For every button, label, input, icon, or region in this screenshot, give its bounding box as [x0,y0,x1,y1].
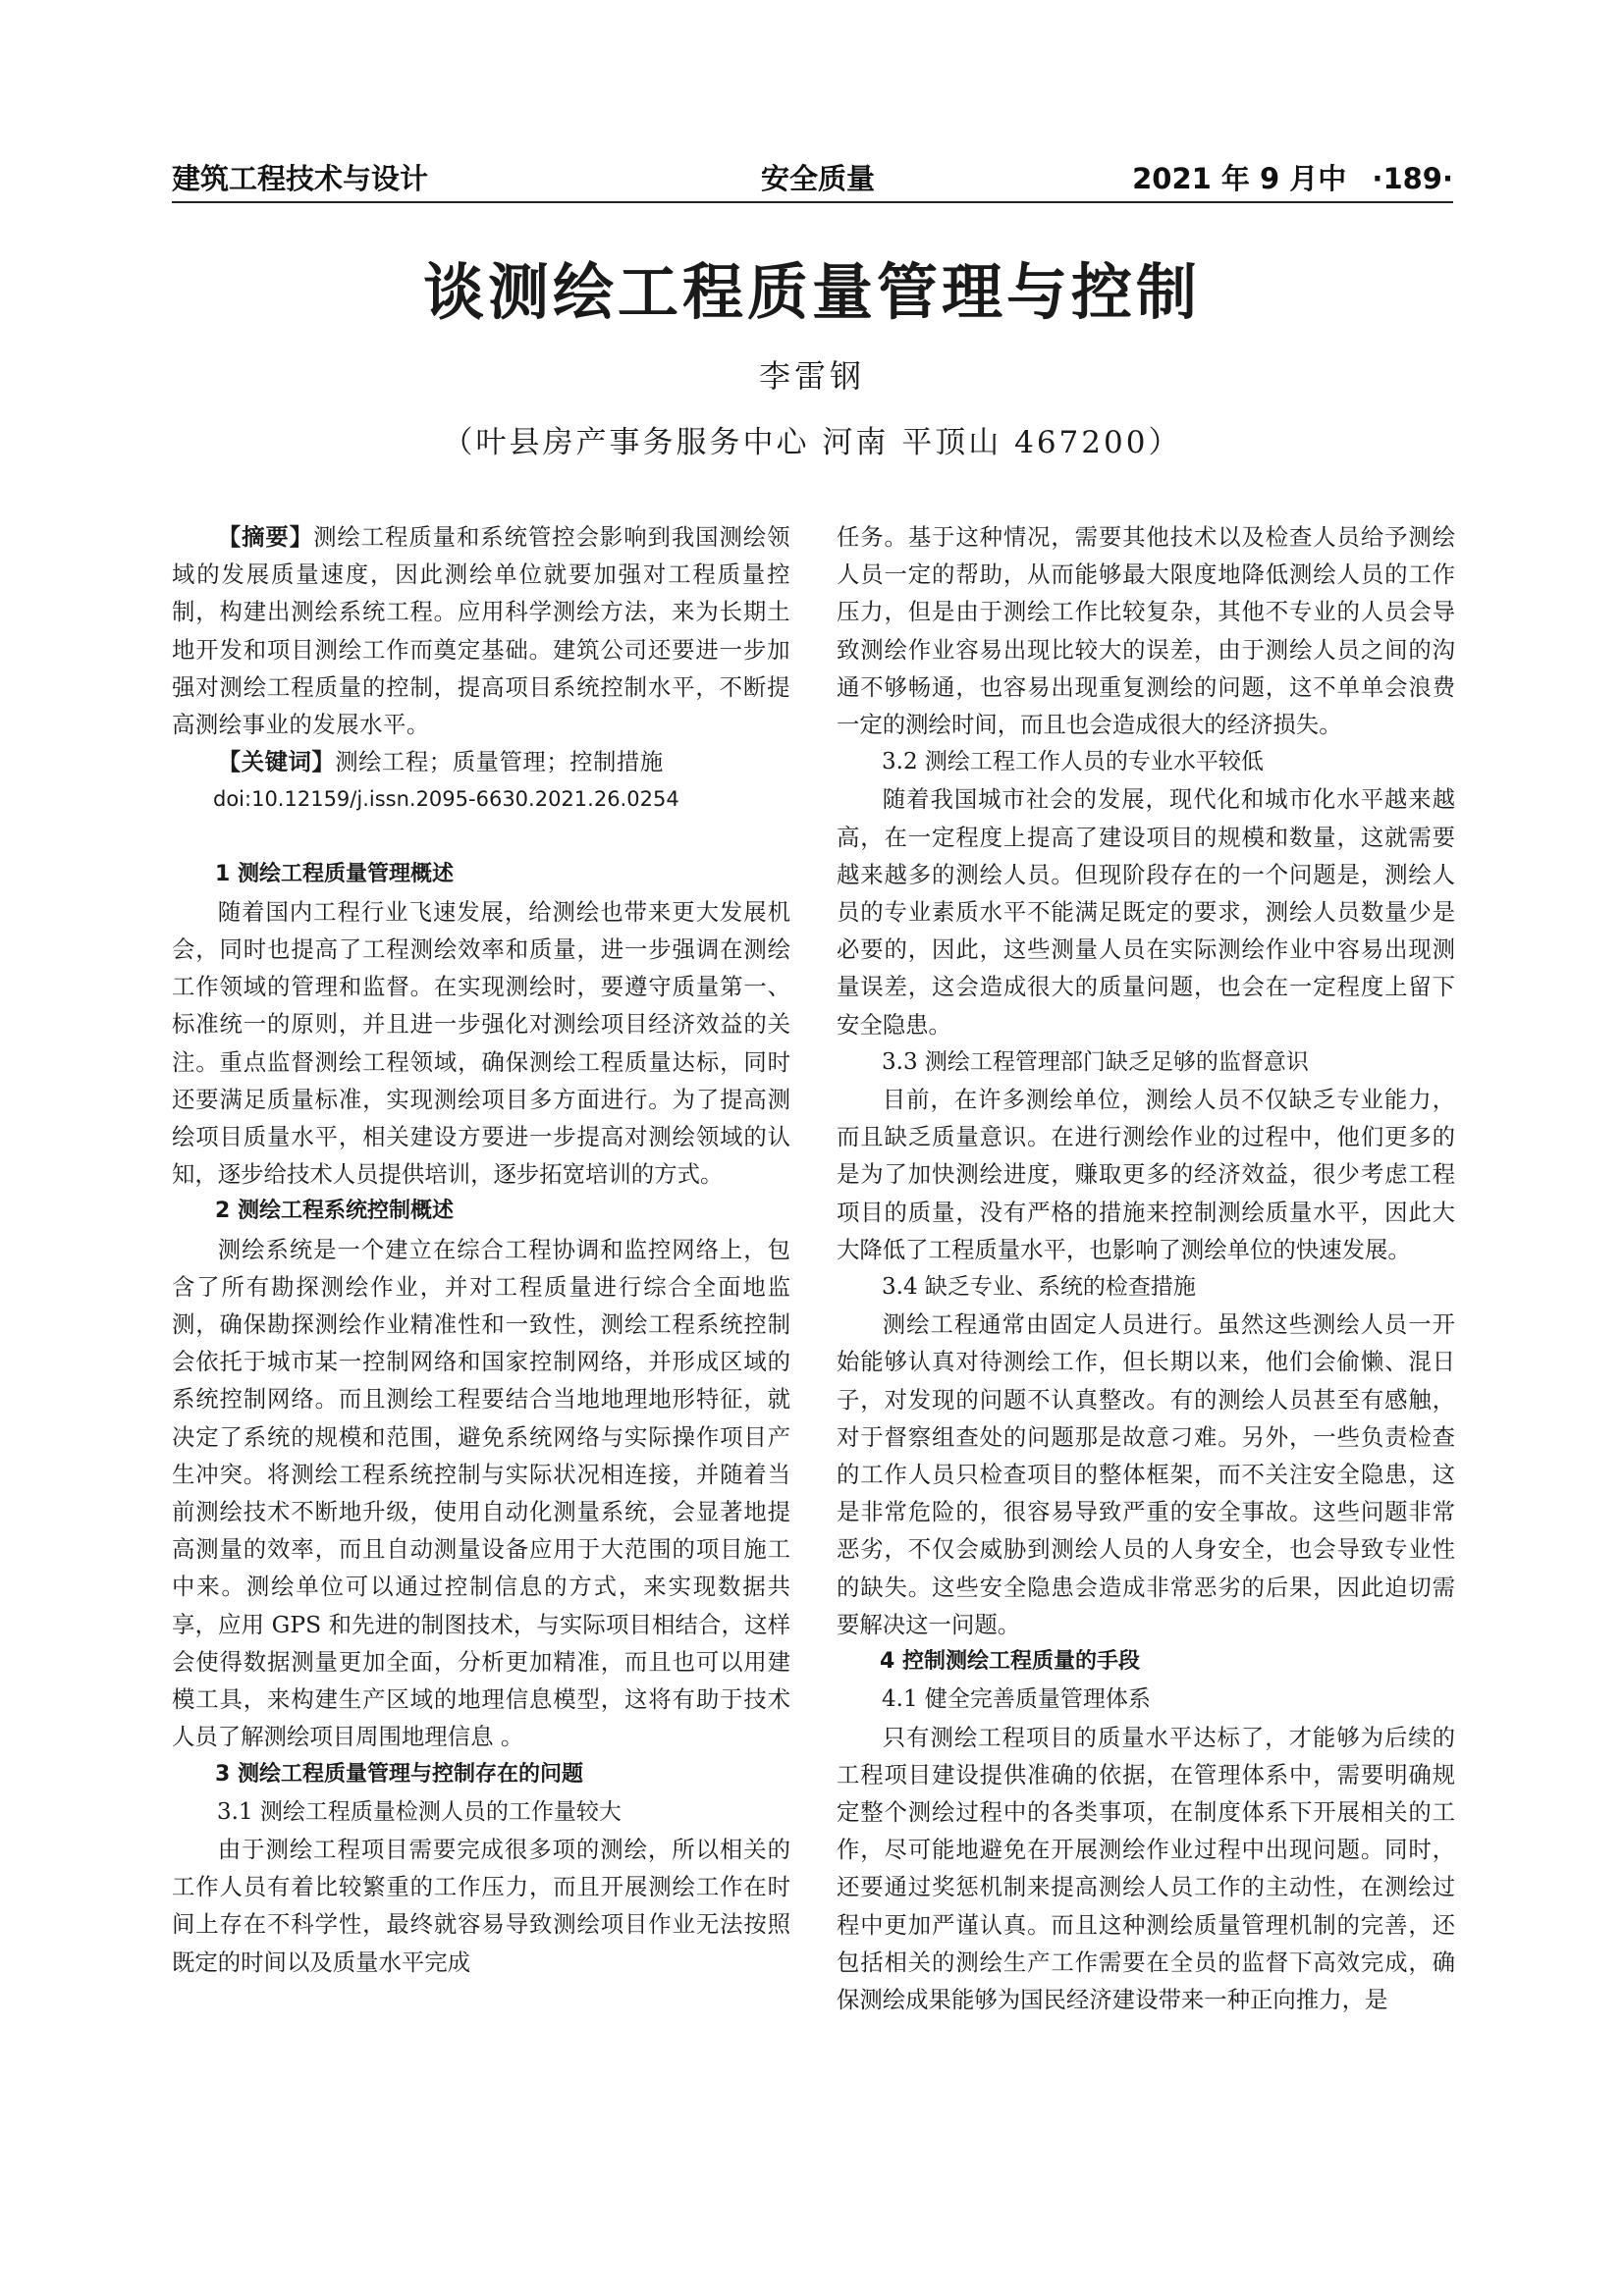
section-1-paragraph: 随着国内工程行业飞速发展，给测绘也带来更大发展机会，同时也提高了工程测绘效率和质量，进一步强调在测绘工作领域的管理和监督。在实现测绘时，要遵守质量第一、标准统一的原则，并且进一步强化对测绘项目经济效益的关注。重点监督测绘工程领域，确保测绘工程质量达标，同时还要满足质量标准，实现测绘项目多方面进行。为了提高测绘项目质量水平，相关建设方要进一步提高对测绘领域的认知，逐步给技术人员提供培训，逐步拓宽培训的方式。 [172,897,790,1189]
section-heading-4: 4 控制测绘工程质量的手段 [880,1649,1140,1675]
subsection-4-1-paragraph: 只有测绘工程项目的质量水平达标了，才能够为后续的工程项目建设提供准确的依据，在管理体系中，需要明确规定整个测绘过程中的各类事项，在制度体系下开展相关的工作，尽可能地避免在开展测绘作业过程中出现问题。同时，还要通过奖惩机制来提高测绘人员工作的主动性，在测绘过程中更加严谨认真。而且这种测绘质量管理机制的完善，还包括相关的测绘生产工作需要在全员的监督下高效完成，确保测绘成果能够为国民经济建设带来一种正向推力，是 [837,1723,1455,2013]
issue-date: 2021 年 9 月中 [1132,162,1347,195]
abstract [172,518,790,743]
subsection-heading-3-1: 3.1 测绘工程质量检测人员的工作量较大 [217,1798,622,1825]
right-column [837,518,1455,2018]
subsection-heading-3-4: 3.4 缺乏专业、系统的检查措施 [882,1274,1196,1301]
subsection-3-1-paragraph-part-2: 任务。基于这种情况，需要其他技术以及检查人员给予测绘人员一定的帮助，从而能够最大限度地降低测绘人员的工作压力，但是由于测绘工作比较复杂，其他不专业的人员会导致测绘作业容易出现比较大的误差，由于测绘人员之间的沟通不够畅通，也容易出现重复测绘的问题，这不单单会浪费一定的测绘时间，而且也会造成很大的经济损失。 [837,523,1455,739]
subsection-3-4-paragraph: 测绘工程通常由固定人员进行。虽然这些测绘人员一开始能够认真对待测绘工作，但长期以来，他们会偷懒、混日子，对发现的问题不认真整改。有的测绘人员甚至有感触，对于督察组查处的问题那是故意刁难。另外，一些负责检查的工作人员只检查项目的整体框架，而不关注安全隐患，这是非常危险的，很容易导致严重的安全事故。这些问题非常恶劣，不仅会威胁到测绘人员的人身安全，也会导致专业性的缺失。这些安全隐患会造成非常恶劣的后果，因此迫切需要解决这一问题。 [837,1310,1455,1638]
doi: doi:10.12159/j.issn.2095-6630.2021.26.0254 [213,787,679,812]
abstract-text: 测绘工程质量和系统管控会影响到我国测绘领域的发展质量速度，因此测绘单位就要加强对工程质量控制，构建出测绘系统工程。应用科学测绘方法，来为长期土地开发和项目测绘工作而奠定基础。建筑公司还要进一步加强对测绘工程质量的控制，提高项目系统控制水平，不断提高测绘事业的发展水平。 [172,523,791,739]
subsection-3-1-paragraph-part-1: 由于测绘工程项目需要完成很多项的测绘，所以相关的工作人员有着比较繁重的工作压力，而且开展测绘工作在时间上存在不科学性，最终就容易导致测绘项目作业无法按照既定的时间以及质量水平完成 [172,1835,790,1976]
article-title: 谈测绘工程质量管理与控制 [422,256,1201,328]
keywords-label: 【关键词】 [217,748,336,776]
section-heading-1: 1 测绘工程质量管理概述 [215,861,454,886]
page-number: ·189· [1372,162,1453,195]
abstract-label: 【摘要】 [217,523,314,551]
section-heading-2: 2 测绘工程系统控制概述 [215,1199,454,1224]
section-name: 安全质量 [761,162,876,195]
journal-name: 建筑工程技术与设计 [172,162,429,195]
section-2-paragraph: 测绘系统是一个建立在综合工程协调和监控网络上，包含了所有勘探测绘作业，并对工程质量进行综合全面地监测，确保勘探测绘作业精准性和一致性，测绘工程系统控制会依托于城市某一控制网络和国家控制网络，并形成区域的系统控制网络。而且测绘工程要结合当地地理地形特征，就决定了系统的规模和范围，避免系统网络与实际操作项目产生冲突。将测绘工程系统控制与实际状况相连接，并随着当前测绘技术不断地升级，使用自动化测量系统，会显著地提高测量的效率，而且自动测量设备应用于大范围的项目施工中来。测绘单位可以通过控制信息的方式，来实现数据共享，应用 GPS 和先进的制图技术，与实际项目相结合，这样会使得数据测量更加全面，分析更加精准，而且也可以用建模工具，来构建生产区域的地理信息模型，这将有助于技术人员了解测绘项目周围地理信息 。 [172,1235,790,1751]
keywords-text: 测绘工程；质量管理；控制措施 [335,748,664,776]
subsection-3-2-paragraph: 随着我国城市社会的发展，现代化和城市化水平越来越高，在一定程度上提高了建设项目的规模和数量，这就需要越来越多的测绘人员。但现阶段存在的一个问题是，测绘人员的专业素质水平不能满足既定的要求，测绘人员数量少是必要的，因此，这些测量人员在实际测绘作业中容易出现测量误差，这会造成很大的质量问题，也会在一定程度上留下安全隐患。 [837,785,1455,1039]
subsection-heading-4-1: 4.1 健全完善质量管理体系 [882,1686,1151,1713]
author-affiliation: （叶县房产事务服务中心 河南 平顶山 467200） [442,425,1182,460]
subsection-3-3-paragraph: 目前，在许多测绘单位，测绘人员不仅缺乏专业能力，而且缺乏质量意识。在进行测绘作业的过程中，他们更多的是为了加快测绘进度，赚取更多的经济效益，很少考虑工程项目的质量，没有严格的措施来控制测绘质量水平，因此大大降低了工程质量水平，也影响了测绘单位的快速发展。 [837,1086,1455,1263]
subsection-heading-3-2: 3.2 测绘工程工作人员的专业水平较低 [882,749,1264,775]
spacer [172,819,790,856]
section-heading-3: 3 测绘工程质量管理与控制存在的问题 [215,1761,583,1787]
header-divider [172,201,1453,203]
subsection-heading-3-3: 3.3 测绘工程管理部门缺乏足够的监督意识 [882,1048,1309,1075]
running-header [172,157,1453,196]
author-name: 李雷钢 [758,357,865,395]
issue-and-page [1116,157,1453,197]
left-column [172,518,790,1981]
keywords [172,743,790,780]
